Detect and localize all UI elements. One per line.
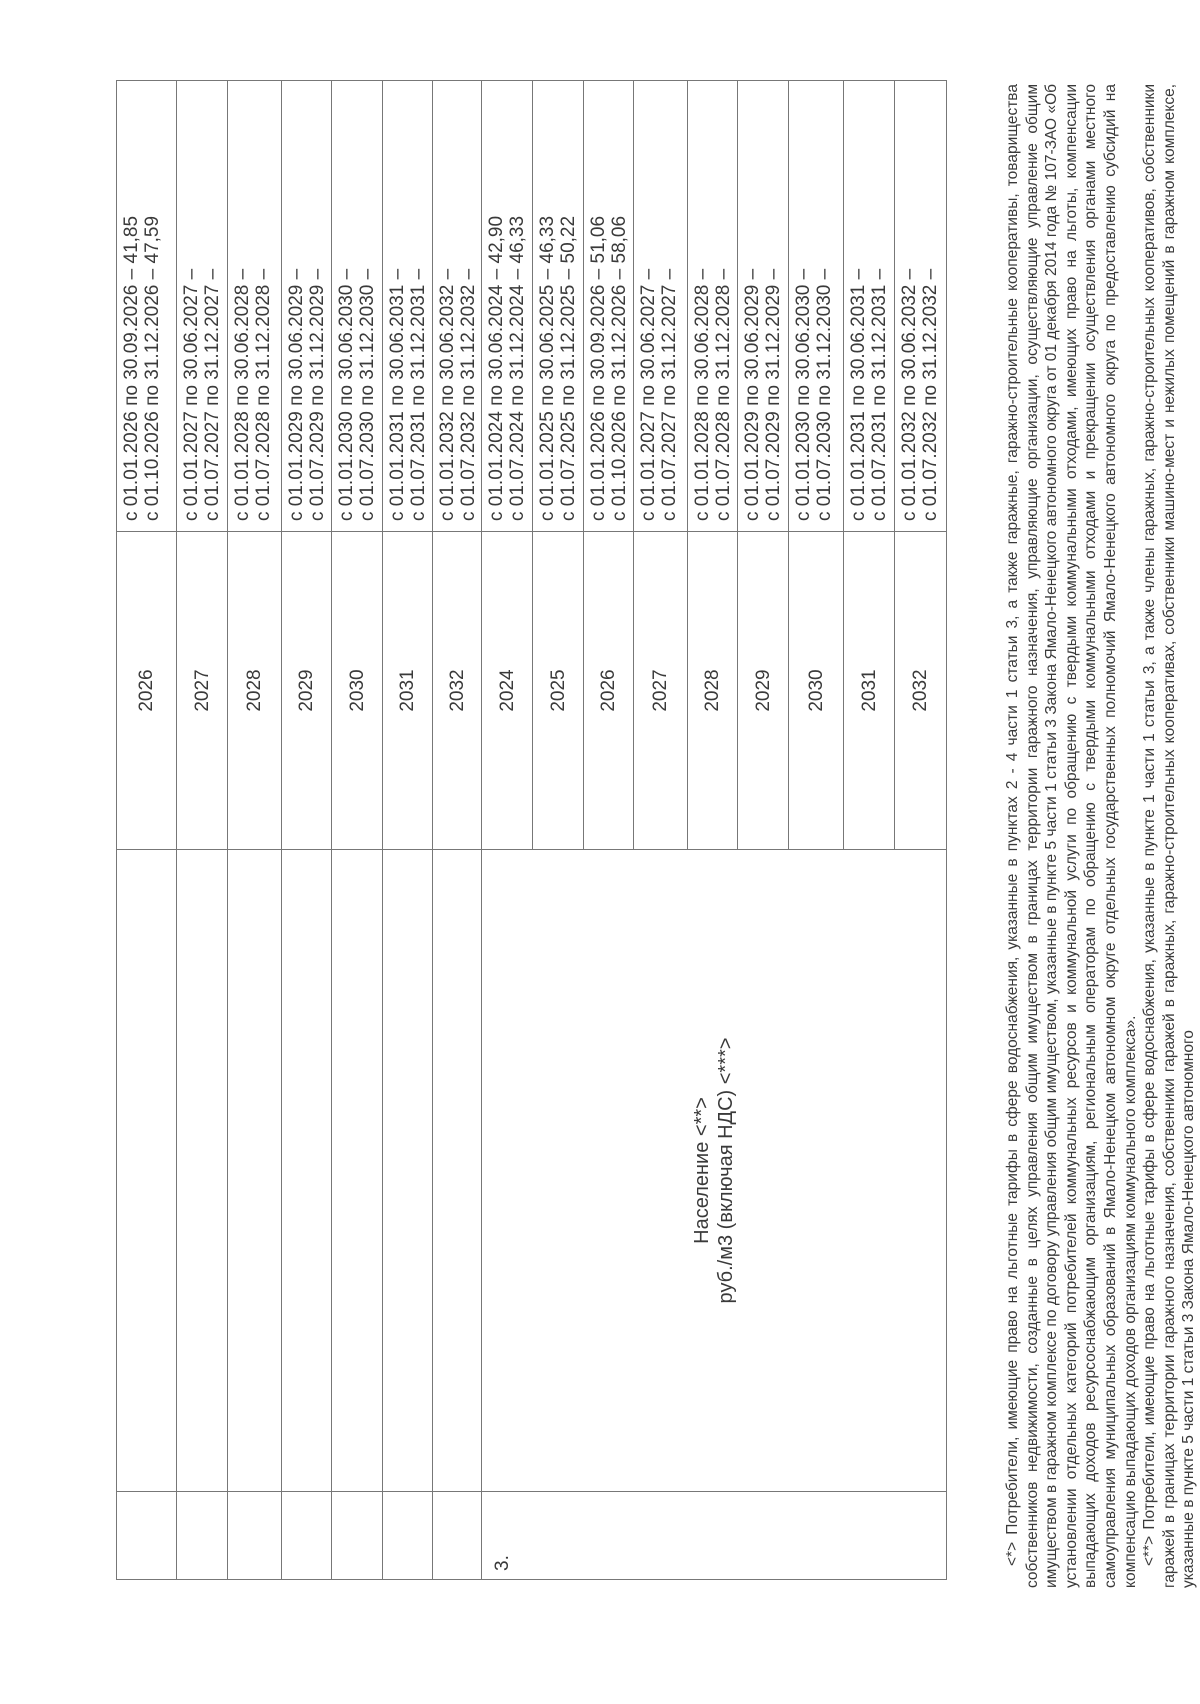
consumer-cell (383, 850, 433, 1492)
consumer-category-cell (481, 850, 945, 1492)
tariff-period-line: с 01.01.2032 по 30.06.2032 – (437, 268, 458, 521)
year-cell: 2030 (332, 532, 383, 850)
year-cell: 2025 (533, 532, 584, 850)
tariff-periods-cell (482, 80, 533, 532)
consumer-unit: руб./м3 (включая НДС) <***> (714, 1037, 737, 1304)
tariff-periods-cell (332, 80, 383, 532)
tariff-periods-cell (688, 80, 738, 532)
tariff-period-line: с 01.01.2026 по 30.09.2026 – 41,85 (121, 215, 142, 521)
tariff-period-line: с 01.07.2031 по 31.12.2031 – (408, 268, 429, 521)
tariff-periods-cell (383, 80, 433, 532)
table-row (432, 80, 482, 1580)
year-cell: 2026 (117, 532, 177, 850)
tariff-period-line: с 01.07.2028 по 31.12.2028 – (253, 268, 274, 521)
year-cell: 2032 (433, 532, 482, 850)
year-cell: 2026 (584, 532, 634, 850)
tariff-period-line: с 01.07.2030 по 31.12.2030 – (357, 268, 378, 521)
tariff-periods-cell (789, 80, 844, 532)
table-row (331, 80, 383, 1580)
consumer-cell (117, 850, 177, 1492)
tariff-period-line: с 01.01.2026 по 30.09.2026 – 51,06 (588, 215, 609, 521)
tariff-period-line: с 01.10.2026 по 31.12.2026 – 58,06 (609, 215, 630, 521)
tariff-period-line: с 01.07.2032 по 31.12.2032 – (920, 268, 941, 521)
tariff-period-line: с 01.07.2029 по 31.12.2029 – (763, 268, 784, 521)
consumer-cell (332, 850, 383, 1492)
year-cell: 2032 (895, 532, 946, 850)
year-cell: 2028 (688, 532, 738, 850)
tariff-periods-cell (584, 80, 634, 532)
consumer-cell (228, 850, 282, 1492)
tariff-period-line: с 01.01.2027 по 30.06.2027 – (638, 268, 659, 521)
table-row (382, 80, 433, 1580)
tariff-periods-cell (433, 80, 482, 532)
number-cell (282, 1492, 332, 1580)
number-cell (332, 1492, 383, 1580)
year-cell: 2024 (482, 532, 533, 850)
table-row (176, 80, 228, 1580)
tariff-periods-cell (533, 80, 584, 532)
tariff-period-line: с 01.07.2032 по 31.12.2032 – (458, 268, 479, 521)
tariff-periods-cell (844, 80, 895, 532)
year-cell: 2031 (383, 532, 433, 850)
number-cell (117, 1492, 177, 1580)
tariff-period-line: с 01.01.2028 по 30.06.2028 – (232, 268, 253, 521)
tariff-period-line: с 01.01.2031 по 30.06.2031 – (848, 268, 869, 521)
row-number: 3. (481, 1492, 945, 1580)
tariff-period-line: с 01.01.2030 по 30.06.2030 – (793, 268, 814, 521)
year-cell: 2028 (228, 532, 282, 850)
year-cell: 2029 (282, 532, 332, 850)
tariff-period-line: с 01.07.2028 по 31.12.2028 – (713, 268, 734, 521)
year-cell: 2031 (844, 532, 895, 850)
tariff-periods-cell (282, 80, 332, 532)
tariff-period-line: с 01.10.2026 по 31.12.2026 – 47,59 (142, 215, 163, 521)
number-cell (228, 1492, 282, 1580)
tariff-period-line: с 01.07.2025 по 31.12.2025 – 50,22 (558, 215, 579, 521)
year-cell: 2030 (789, 532, 844, 850)
tariff-periods-cell (177, 80, 228, 532)
year-cell: 2027 (634, 532, 688, 850)
tariff-period-line: с 01.07.2027 по 31.12.2027 – (659, 268, 680, 521)
tariff-period-line: с 01.07.2031 по 31.12.2031 – (869, 268, 890, 521)
table-row (281, 80, 332, 1580)
number-cell (383, 1492, 433, 1580)
number-cell (433, 1492, 482, 1580)
tariff-period-line: с 01.01.2029 по 30.06.2029 – (286, 268, 307, 521)
tariff-period-line: с 01.01.2032 по 30.06.2032 – (899, 268, 920, 521)
consumer-cell (433, 850, 482, 1492)
tariff-period-line: с 01.01.2029 по 30.06.2029 – (742, 268, 763, 521)
tariff-period-line: с 01.01.2024 по 30.06.2024 – 42,90 (486, 215, 507, 521)
consumer-cell (282, 850, 332, 1492)
consumer-name: Население <**> (690, 1097, 713, 1244)
footnote-2: <**> Потребители, имеющие право на льготные тарифы в сфере водоснабжения, указанные в пункте 1 части 1 статьи 3, а также члены гаражных, гаражно-строительных кооперативов, собственники гаражей в границах территории гаражного назначения, собственники гаражей в гаражных, гаражно-строительных кооперативах, собственники машино-мест и нежилых помещений в гаражном комплексе, указанные в пункте 5 части 1 статьи 3 Закона Ямало-Ненецкого автономного (1141, 84, 1198, 1588)
tariff-periods-cell (895, 80, 946, 532)
tariff-period-line: с 01.07.2024 по 31.12.2024 – 46,33 (507, 215, 528, 521)
footnotes (1003, 84, 1199, 1588)
tariff-periods-cell (738, 80, 789, 532)
tariff-periods-cell (117, 80, 177, 532)
tariff-periods-cell (228, 80, 282, 532)
year-cell: 2027 (177, 532, 228, 850)
consumer-cell (177, 850, 228, 1492)
tariff-periods-cell (634, 80, 688, 532)
tariff-period-line: с 01.01.2031 по 30.06.2031 – (387, 268, 408, 521)
tariff-period-line: с 01.07.2030 по 31.12.2030 – (814, 268, 835, 521)
tariff-table (116, 80, 1138, 1580)
tariff-period-line: с 01.01.2025 по 30.06.2025 – 46,33 (537, 215, 558, 521)
table-row (116, 80, 177, 1580)
tariff-period-line: с 01.07.2027 по 31.12.2027 – (202, 268, 223, 521)
number-cell (177, 1492, 228, 1580)
tariff-period-line: с 01.01.2027 по 30.06.2027 – (181, 268, 202, 521)
year-cell: 2029 (738, 532, 789, 850)
tariff-period-line: с 01.01.2030 по 30.06.2030 – (336, 268, 357, 521)
footnote-1: <*> Потребители, имеющие право на льготные тарифы в сфере водоснабжения, указанные в пунктах 2 - 4 части 1 статьи 3, а также гаражные, гаражно-строительные кооперативы, товарищества собственников недвижимости, созданные в целях управления общим имуществом в границах территории гаражного назначения, управляющие организации, осуществляющие управление общим имуществом в гаражном комплексе по договору управления общим имуществом, указанные в пункте 5 части 1 статьи 3 Закона Ямало-Ненецкого автономного округа от 01 декабря 2014 года № 107-ЗАО «Об установлении отдельных категорий потребителей коммунальных ресурсов и коммунальной услуги по обращению с твердыми коммунальными отходами, имеющих право на льготы, компенсации выпадающих доходов ресурсоснабжающим организациям, региональным операторам по обращению с твердыми коммунальными отходами и прекращении осуществления органами местного самоуправления муниципальных образований в Ямало-Ненецком автономном округе отдельных государственных полномочий Ямало-Ненецкого автономного округа по предоставлению субсидий на компенсацию выпадающих доходов организациям коммунального комплекса». (1004, 84, 1139, 1588)
tariff-period-line: с 01.01.2028 по 30.06.2028 – (692, 268, 713, 521)
tariff-period-line: с 01.07.2029 по 31.12.2029 – (307, 268, 328, 521)
table-row (227, 80, 282, 1580)
